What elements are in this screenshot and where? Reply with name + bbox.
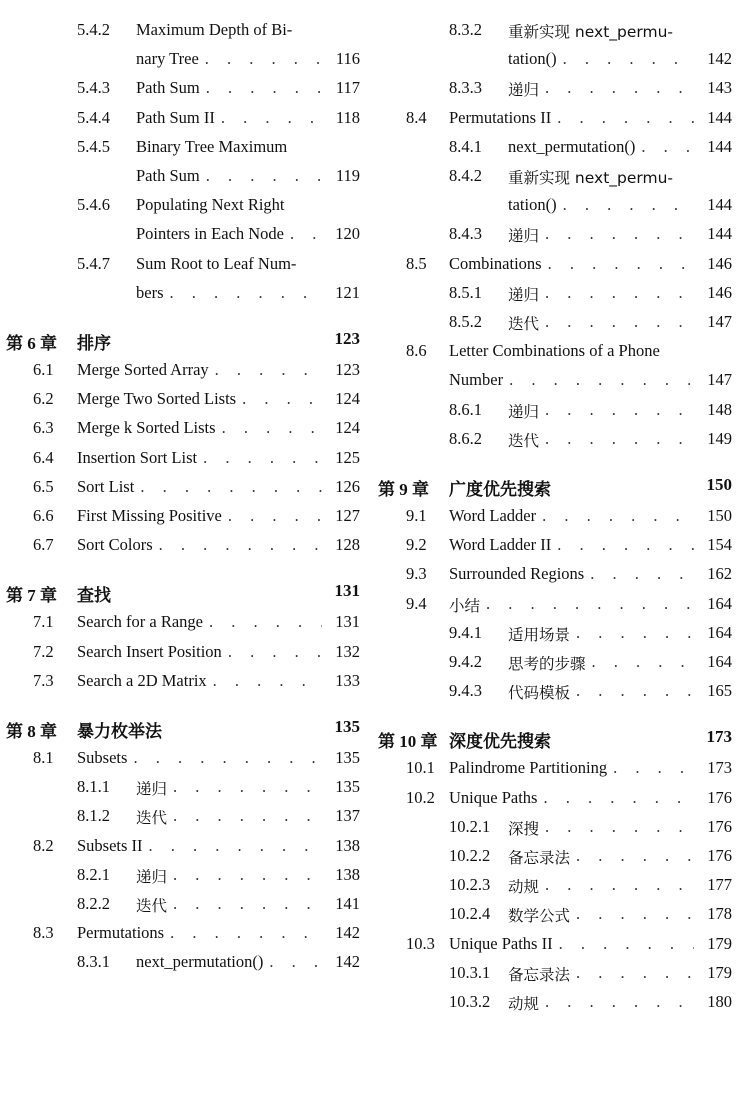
dot-leader (209, 612, 322, 632)
toc-entry-number: 第 10 章 (378, 731, 438, 751)
toc-entry-number: 8.6.2 (449, 428, 482, 448)
toc-page-number: 119 (335, 166, 360, 185)
toc-entry-number: 10.2.3 (449, 875, 491, 895)
dot-leader (545, 429, 694, 449)
toc-entry-title: First Missing Positive (77, 506, 222, 525)
toc-subsection-entry[interactable] (376, 279, 734, 308)
toc-page-number: 147 (707, 312, 732, 331)
toc-entry-title: 适用场景 (508, 625, 571, 644)
toc-chapter-entry[interactable] (0, 326, 362, 355)
dot-leader (563, 49, 694, 69)
toc-entry-number: 8.6 (406, 341, 427, 361)
toc-page-number: 144 (707, 136, 732, 156)
toc-page-number: 138 (335, 835, 360, 855)
toc-entry-title: 递归 (136, 867, 168, 886)
toc-page-number: 144 (707, 195, 732, 215)
toc-entry-title: 思考的步骤 (508, 655, 586, 673)
toc-subsection-entry[interactable] (376, 871, 734, 900)
toc-page-number: 126 (335, 476, 360, 496)
toc-subsection-entry[interactable] (0, 773, 362, 802)
toc-section-entry[interactable] (376, 366, 734, 395)
dot-leader (173, 894, 322, 914)
dot-leader (140, 477, 322, 497)
toc-page-number: 124 (335, 418, 360, 438)
toc-subsection-entry[interactable] (376, 619, 734, 648)
toc-entry-title: Merge Sorted Array (77, 360, 209, 379)
dot-leader (543, 788, 694, 808)
toc-page-number: 123 (335, 360, 360, 379)
dot-leader (509, 370, 694, 390)
toc-page-number: 133 (335, 670, 360, 690)
toc-entry-title: 备忘录法 (508, 849, 571, 867)
toc-entry-title: 小结 (449, 596, 481, 615)
toc-page-number: 179 (707, 933, 732, 953)
toc-entry-title: Search Insert Position (77, 641, 222, 661)
toc-page-number: 178 (707, 904, 732, 924)
toc-entry-title: Path Sum II (136, 107, 215, 127)
toc-entry-title: bers (136, 282, 164, 302)
toc-subsection-entry[interactable] (0, 861, 362, 890)
toc-entry-title: Populating Next Right (136, 195, 285, 215)
toc-subsection-entry[interactable] (376, 425, 734, 454)
toc-page-number: 162 (707, 564, 732, 584)
toc-page-number: 180 (707, 992, 732, 1011)
toc-page-number: 150 (707, 506, 732, 525)
toc-entry-number: 9.2 (406, 535, 427, 555)
toc-section-entry[interactable] (376, 560, 734, 589)
toc-entry-number: 8.2.1 (77, 864, 110, 884)
toc-entry-title: Pointers in Each Node (136, 224, 285, 244)
toc-page-number: 176 (707, 816, 732, 836)
toc-subsection-entry[interactable] (0, 279, 362, 308)
toc-page-number: 118 (335, 107, 360, 127)
toc-entry-number: 第 7 章 (6, 585, 57, 605)
toc-subsection-entry[interactable] (376, 191, 734, 220)
dot-leader (228, 642, 322, 662)
toc-page-number: 176 (707, 787, 732, 807)
toc-page-number: 164 (707, 622, 732, 642)
toc-entry-title: 动规 (508, 878, 540, 897)
toc-page-number: 146 (707, 282, 732, 302)
toc-section-entry[interactable] (0, 919, 362, 948)
toc-entry-title: Maximum Depth of Bi- (136, 20, 293, 39)
toc-entry-number: 6.2 (33, 389, 54, 409)
toc-section-entry[interactable] (0, 608, 362, 637)
dot-leader (576, 846, 694, 866)
toc-entry-number: 8.3 (33, 923, 54, 943)
toc-entry-number: 8.3.3 (449, 78, 482, 98)
toc-section-entry[interactable] (376, 930, 734, 959)
toc-section-entry[interactable] (0, 832, 362, 861)
toc-subsection-entry[interactable] (0, 250, 362, 279)
toc-entry-number: 10.2 (406, 787, 435, 807)
dot-leader (159, 535, 322, 555)
toc-page-number: 148 (707, 399, 732, 419)
dot-leader (576, 623, 694, 643)
toc-entry-number: 8.5 (406, 253, 427, 273)
toc-entry-title: Search a 2D Matrix (77, 670, 207, 690)
toc-subsection-entry[interactable] (376, 220, 734, 249)
toc-entry-number: 6.4 (33, 447, 54, 467)
toc-entry-title: Permutations (77, 923, 165, 943)
toc-subsection-entry[interactable] (0, 74, 362, 103)
toc-subsection-entry[interactable] (376, 900, 734, 929)
toc-entry-title: 数学公式 (508, 907, 571, 926)
toc-entry-number: 5.4.2 (77, 20, 110, 39)
toc-entry-number: 8.4.3 (449, 224, 482, 244)
toc-entry-title: Binary Tree Maximum (136, 136, 288, 156)
toc-entry-title: tation() (508, 195, 557, 215)
toc-entry-title: Search for a Range (77, 612, 203, 632)
toc-subsection-entry[interactable] (376, 677, 734, 706)
toc-chapter-entry[interactable] (376, 724, 734, 753)
toc-section-entry[interactable] (376, 502, 734, 531)
toc-entry-title: 递归 (508, 285, 540, 304)
toc-subsection-entry[interactable] (376, 842, 734, 871)
toc-entry-number: 6.7 (33, 535, 54, 555)
toc-entry-title: Word Ladder II (449, 535, 552, 555)
toc-entry-title: 排序 (77, 333, 111, 353)
toc-subsection-entry[interactable] (0, 191, 362, 220)
dot-leader (213, 671, 322, 691)
toc-entry-number: 7.2 (33, 641, 54, 661)
toc-entry-number: 9.4 (406, 593, 427, 613)
toc-section-entry[interactable] (376, 337, 734, 366)
dot-leader (592, 652, 694, 672)
toc-entry-number: 10.2.2 (449, 846, 491, 865)
toc-section-entry[interactable] (0, 385, 362, 414)
toc-section-entry[interactable] (0, 356, 362, 385)
toc-subsection-entry[interactable] (0, 162, 362, 191)
toc-entry-number: 8.1 (33, 748, 54, 767)
toc-entry-number: 8.4 (406, 107, 427, 127)
toc-subsection-entry[interactable] (376, 959, 734, 988)
toc-subsection-entry[interactable] (376, 45, 734, 74)
dot-leader (559, 934, 694, 954)
toc-chapter-entry[interactable] (0, 578, 362, 607)
toc-subsection-entry[interactable] (376, 988, 734, 1017)
toc-entry-number: 9.4.2 (449, 652, 482, 671)
toc-page-number: 147 (707, 370, 732, 390)
toc-page-number: 135 (334, 716, 360, 736)
dot-leader (206, 78, 322, 98)
toc-entry-number: 5.4.6 (77, 195, 110, 215)
toc-page-number: 127 (335, 506, 360, 525)
toc-section-entry[interactable] (376, 784, 734, 813)
toc-section-entry[interactable] (376, 104, 734, 133)
toc-subsection-entry[interactable] (376, 162, 734, 191)
toc-subsection-entry[interactable] (376, 308, 734, 337)
toc-entry-title: Subsets II (77, 835, 143, 855)
toc-subsection-entry[interactable] (376, 648, 734, 677)
toc-entry-number: 5.4.3 (77, 78, 110, 98)
toc-subsection-entry[interactable] (0, 802, 362, 831)
toc-entry-title: Surrounded Regions (449, 564, 585, 584)
toc-entry-title: 迭代 (508, 315, 540, 333)
toc-entry-title: Sum Root to Leaf Num- (136, 253, 297, 273)
toc-entry-number: 9.4.1 (449, 622, 482, 642)
dot-leader (203, 448, 322, 468)
toc-subsection-entry[interactable] (376, 16, 734, 45)
toc-entry-number: 6.6 (33, 506, 54, 525)
toc-subsection-entry[interactable] (0, 948, 362, 977)
toc-page-number: 179 (707, 962, 732, 982)
toc-entry-number: 8.3.2 (449, 20, 482, 39)
toc-page-number: 142 (335, 952, 360, 972)
toc-entry-number: 8.4.1 (449, 136, 482, 156)
dot-leader (269, 952, 322, 972)
dot-leader (173, 806, 322, 826)
toc-entry-title: Path Sum (136, 78, 200, 98)
toc-entry-title: next_permutation() (136, 952, 264, 972)
toc-entry-number: 第 8 章 (6, 721, 57, 741)
dot-leader (545, 283, 694, 303)
dot-leader (576, 963, 694, 983)
toc-entry-number: 8.4.2 (449, 166, 482, 185)
toc-entry-title: next_permutation() (508, 136, 636, 156)
toc-page-number: 176 (707, 846, 732, 865)
toc-subsection-entry[interactable] (376, 133, 734, 162)
toc-section-entry[interactable] (0, 744, 362, 773)
toc-section-entry[interactable] (0, 502, 362, 531)
toc-entry-number: 6.3 (33, 418, 54, 438)
toc-entry-title: Word Ladder (449, 506, 537, 525)
toc-entry-number: 8.2 (33, 835, 54, 855)
dot-leader (173, 865, 322, 885)
toc-page-number: 135 (335, 777, 360, 797)
toc-section-entry[interactable] (0, 444, 362, 473)
toc-entry-title: Insertion Sort List (77, 447, 198, 467)
toc-entry-title: nary Tree (136, 49, 199, 69)
dot-leader (486, 594, 694, 614)
dot-leader (206, 166, 322, 186)
toc-page-number: 142 (707, 49, 732, 69)
toc-entry-title: Permutations II (449, 107, 552, 127)
toc-page-number: 131 (334, 580, 360, 600)
toc-entry-title: Palindrome Partitioning (449, 758, 608, 778)
toc-page-number: 165 (707, 681, 732, 701)
toc-entry-number: 8.5.2 (449, 312, 482, 331)
dot-leader (576, 681, 694, 701)
toc-entry-title: Merge Two Sorted Lists (77, 389, 237, 409)
dot-leader (641, 137, 694, 157)
toc-entry-number: 7.1 (33, 612, 54, 632)
toc-entry-number: 8.1.2 (77, 806, 110, 826)
toc-entry-title: 广度优先搜索 (449, 479, 551, 499)
toc-page-number: 144 (707, 224, 732, 244)
toc-page-number: 173 (707, 758, 732, 778)
toc-entry-title: 备忘录法 (508, 965, 571, 984)
toc-page-number: 128 (335, 535, 360, 555)
dot-leader (215, 360, 322, 380)
dot-leader (149, 836, 322, 856)
toc-section-entry[interactable] (376, 531, 734, 560)
toc-section-entry[interactable] (0, 638, 362, 667)
toc-page-number: 150 (706, 474, 732, 494)
dot-leader (545, 224, 694, 244)
toc-entry-number: 10.2.1 (449, 816, 491, 836)
toc-entry-title: 递归 (508, 227, 540, 246)
toc-subsection-entry[interactable] (0, 45, 362, 74)
dot-leader (613, 758, 694, 778)
toc-page-number: 125 (335, 447, 360, 467)
toc-subsection-entry[interactable] (0, 890, 362, 919)
toc-subsection-entry[interactable] (376, 74, 734, 103)
toc-entry-title: 暴力枚举法 (77, 721, 162, 741)
dot-leader (222, 418, 322, 438)
toc-page-number: 146 (707, 253, 732, 273)
toc-subsection-entry[interactable] (376, 396, 734, 425)
toc-section-entry[interactable] (0, 531, 362, 560)
toc-section-entry[interactable] (376, 590, 734, 619)
dot-leader (228, 506, 322, 526)
toc-entry-number: 6.1 (33, 360, 54, 379)
dot-leader (545, 817, 694, 837)
dot-leader (545, 400, 694, 420)
toc-entry-title: 迭代 (136, 809, 168, 828)
toc-entry-number: 第 9 章 (378, 479, 429, 499)
dot-leader (557, 108, 694, 128)
toc-page-number: 173 (706, 726, 732, 746)
toc-page-number: 120 (335, 224, 360, 244)
toc-entry-title: 重新实现 next_permu- (508, 23, 674, 41)
dot-leader (590, 564, 694, 584)
dot-leader (542, 506, 694, 526)
toc-entry-number: 8.6.1 (449, 399, 482, 419)
toc-page-number: 116 (335, 49, 360, 69)
toc-entry-number: 10.1 (406, 758, 435, 778)
toc-entry-title: 代码模板 (508, 684, 571, 703)
toc-chapter-entry[interactable] (376, 472, 734, 501)
toc-entry-number: 8.1.1 (77, 777, 110, 797)
toc-entry-number: 9.4.3 (449, 681, 482, 701)
toc-entry-number: 5.4.7 (77, 253, 110, 273)
toc-page-number: 142 (335, 923, 360, 943)
dot-leader (563, 195, 694, 215)
toc-section-entry[interactable] (376, 250, 734, 279)
toc-entry-number: 10.2.4 (449, 904, 491, 924)
toc-page-number: 164 (707, 593, 732, 613)
toc-entry-title: 迭代 (136, 897, 168, 915)
toc-page-number: 154 (707, 535, 732, 555)
toc-page-number: 138 (335, 864, 360, 884)
toc-entry-title: 迭代 (508, 431, 540, 450)
toc-chapter-entry[interactable] (0, 714, 362, 743)
toc-entry-title: 递归 (508, 81, 540, 100)
toc-entry-title: Combinations (449, 253, 542, 273)
toc-entry-title: Sort List (77, 476, 135, 496)
toc-page-number: 117 (335, 78, 360, 98)
toc-page-number: 121 (335, 282, 360, 302)
toc-subsection-entry[interactable] (0, 16, 362, 45)
toc-page-number: 124 (335, 389, 360, 409)
toc-entry-title: 深搜 (508, 819, 540, 838)
toc-entry-number: 8.2.2 (77, 894, 110, 913)
dot-leader (557, 535, 694, 555)
dot-leader (170, 923, 322, 943)
dot-leader (545, 992, 694, 1012)
toc-page-number: 131 (335, 612, 360, 632)
dot-leader (576, 904, 694, 924)
toc-subsection-entry[interactable] (0, 133, 362, 162)
toc-entry-title: Path Sum (136, 166, 200, 185)
toc-entry-number: 第 6 章 (6, 333, 57, 353)
toc-section-entry[interactable] (0, 473, 362, 502)
toc-page-number: 143 (707, 78, 732, 98)
toc-entry-number: 6.5 (33, 476, 54, 496)
toc-subsection-entry[interactable] (376, 813, 734, 842)
dot-leader (290, 224, 322, 244)
toc-section-entry[interactable] (0, 667, 362, 696)
toc-entry-title: 递归 (136, 780, 168, 799)
dot-leader (173, 777, 322, 797)
toc-entry-number: 7.3 (33, 670, 54, 690)
toc-entry-title: 动规 (508, 995, 540, 1013)
dot-leader (170, 283, 323, 303)
toc-entry-title: Sort Colors (77, 535, 153, 555)
toc-entry-title: Merge k Sorted Lists (77, 418, 216, 438)
toc-page-number: 149 (707, 428, 732, 448)
toc-entry-number: 10.3 (406, 933, 435, 953)
toc-entry-number: 8.3.1 (77, 952, 110, 972)
toc-entry-title: Unique Paths (449, 787, 538, 807)
toc-page-number: 164 (707, 652, 732, 671)
toc-entry-number: 5.4.5 (77, 136, 110, 156)
toc-subsection-entry[interactable] (0, 104, 362, 133)
dot-leader (545, 875, 694, 895)
toc-page-number: 177 (707, 875, 732, 895)
toc-entry-title: Subsets (77, 748, 128, 767)
toc-entry-title: 查找 (77, 585, 111, 605)
toc-section-entry[interactable] (0, 414, 362, 443)
toc-entry-number: 8.5.1 (449, 282, 482, 302)
toc-section-entry[interactable] (376, 754, 734, 783)
toc-page-number: 137 (335, 806, 360, 826)
toc-entry-title: Unique Paths II (449, 933, 553, 953)
toc-entry-number: 9.1 (406, 506, 427, 525)
dot-leader (548, 254, 694, 274)
toc-entry-number: 5.4.4 (77, 107, 110, 127)
toc-subsection-entry[interactable] (0, 220, 362, 249)
dot-leader (221, 108, 322, 128)
toc-entry-title: Letter Combinations of a Phone (449, 341, 660, 361)
dot-leader (242, 389, 322, 409)
toc-entry-number: 10.3.2 (449, 992, 491, 1011)
toc-entry-title: Number (449, 370, 504, 390)
dot-leader (133, 748, 322, 768)
toc-entry-number: 10.3.1 (449, 962, 491, 982)
toc-page-number: 135 (335, 748, 360, 767)
dot-leader (205, 49, 322, 69)
toc-page-number: 132 (335, 641, 360, 661)
toc-entry-title: tation() (508, 49, 557, 69)
toc-page-number: 141 (335, 894, 360, 913)
toc-page-number: 123 (334, 328, 360, 348)
dot-leader (545, 78, 694, 98)
toc-entry-title: 递归 (508, 402, 540, 421)
toc-page-number: 144 (707, 107, 732, 127)
toc-entry-title: 重新实现 next_permu- (508, 169, 674, 187)
dot-leader (545, 312, 694, 332)
toc-entry-number: 9.3 (406, 564, 427, 584)
toc-entry-title: 深度优先搜索 (449, 731, 551, 751)
